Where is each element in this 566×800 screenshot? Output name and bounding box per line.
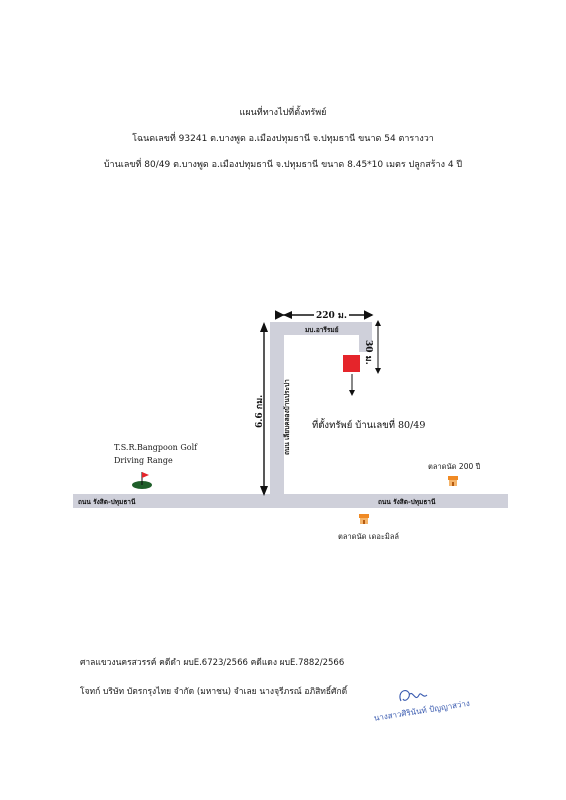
signature-name: นางสาวศิรินันท์ ปัญญาสว่าง (373, 698, 471, 723)
golf-name-line2: Driving Range (114, 456, 173, 465)
market2-shop-icon (358, 513, 370, 525)
golf-name-line1: T.S.R.Bangpoon Golf (114, 443, 198, 452)
distance-right-label: 30 ม. (363, 340, 373, 365)
main-road-label-right: ถนน รังสิต-ปทุมธานี (378, 498, 436, 506)
arrow-220m-left-head (283, 311, 292, 319)
market1-shop-icon (447, 475, 459, 487)
soi-road-label: มบ.อารีรมย์ (305, 326, 339, 334)
main-road-label-left: ถนน รังสิต-ปทุมธานี (78, 498, 136, 506)
document-title: แผนที่ทางไปที่ตั้งทรัพย์ (239, 108, 327, 118)
court-case-line: ศาลแขวงนครสวรรค์ คดีดำ ผบE.6723/2566 คดีแดง ผบE.7882/2566 (80, 658, 345, 668)
vertical-road-label: ถนน เลียบคลองบ้านประปา (283, 379, 291, 455)
property-label: ที่ตั้งทรัพย์ บ้านเลขที่ 80/49 (312, 420, 426, 431)
parties-line: โจทก์ บริษัท บัตรกรุงไทย จำกัด (มหาชน) จำเลย นางจุรีภรณ์ อภิสิทธิ์ศักดิ์ (80, 687, 348, 697)
distance-top-label: 220 ม. (314, 308, 349, 322)
golf-flag-icon (131, 470, 153, 490)
house-line: บ้านเลขที่ 80/49 ต.บางพูด อ.เมืองปทุมธานี จ.ปทุมธานี ขนาด 8.45*10 เมตร ปลูกสร้าง 4 ปี (103, 160, 463, 170)
deed-line: โฉนดเลขที่ 93241 ต.บางพูด อ.เมืองปทุมธานี จ.ปทุมธานี ขนาด 54 ตารางวา (132, 134, 434, 144)
distance-left-label: 6.6 กม. (255, 394, 265, 428)
market1-label: ตลาดนัด 200 ปี (428, 462, 481, 471)
market2-label: ตลาดนัด เดอะมิลล์ (338, 532, 400, 541)
